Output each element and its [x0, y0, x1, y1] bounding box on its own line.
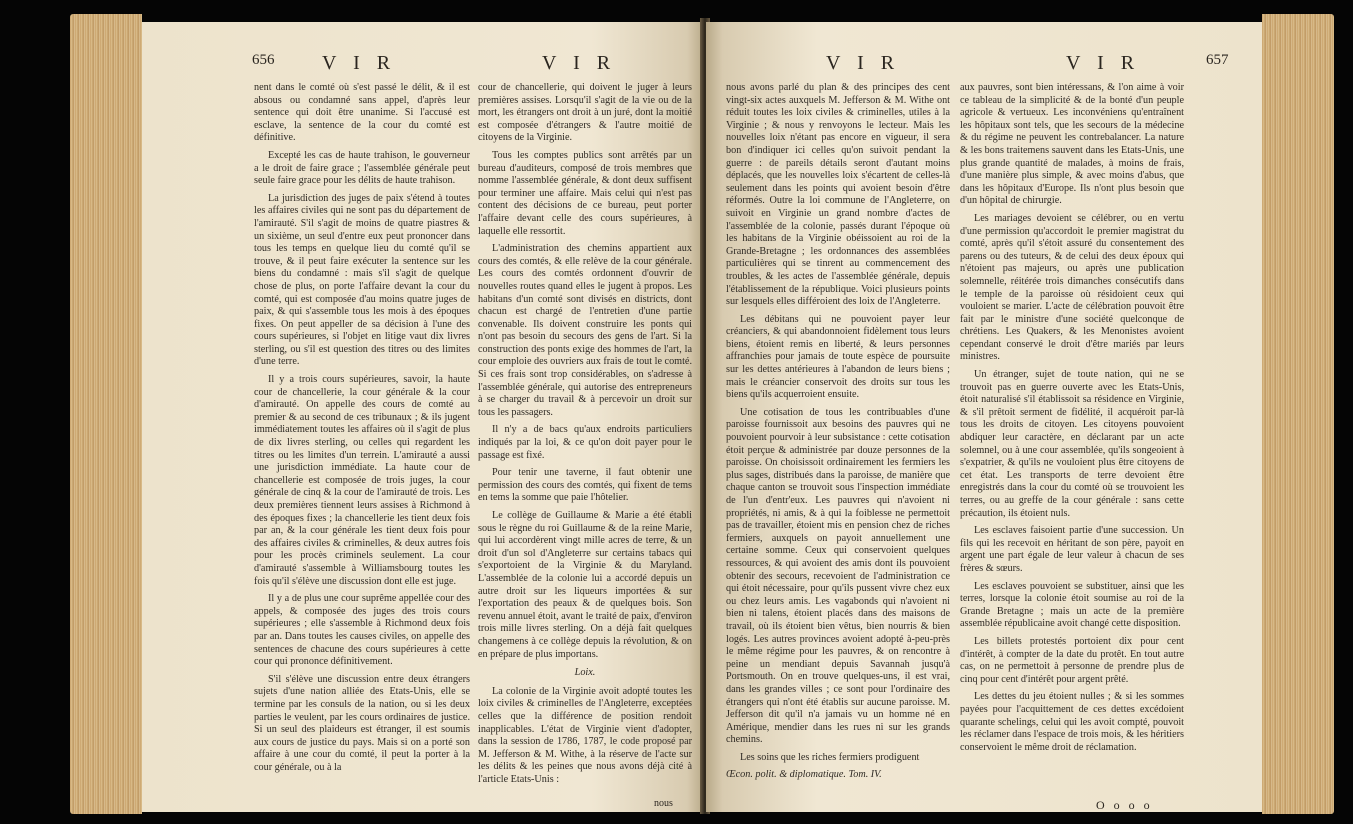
- catchword: nous: [654, 798, 673, 809]
- text-column-1: [726, 82, 950, 787]
- paragraph: Une cotisation de tous les contribuables d'une paroisse fournissoit aux besoins des pauvres qui ne pouvoient pourvoir à leur subsistance : cette cotisation étoit perçue & administrée par douze personnes de la paroisse. On choisissoit ordinairement les fermiers les plus sages, distribués dans la paroisse, de manière que chaque canton se trouvoit sous l'inspection immédiate de l'un d'entr'eux. Les pauvres qui n'avoient ni propriétés, ni amis, & à qui la foiblesse ne permettoit pas de travailler, étoient mis en pension chez de riches fermiers, auxquels on payoit annuellement une certaine somme. Ceux qui conservoient quelques ressources, & qui avoient des amis dont ils pouvoient obtenir des secours, recevoient de l'administration ce qui étoit nécessaire, pour qu'ils pussent vivre chez eux ou chez leurs amis. Les vagabonds qui n'avoient ni bien ni talens, étoient placés dans des maisons de travail, où ils étoient bien vêtus, bien nourris & bien logés. Les autres provinces avoient adopté à-peu-près le même régime pour les pauvres, & on rencontre à peine un mendiant depuis Savannah jusqu'à Portsmouth. On en trouve quelques-uns, il est vrai, dans les grandes villes ; ce sont pour l'ordinaire des étrangers qui n'ont été établis sur aucune paroisse. M. Jefferson dit qu'il n'a jamais vu un homme né en Amérique, mendier dans les rues ni sur les grands chemins.: [726, 406, 950, 746]
- paragraph: S'il s'élève une discussion entre deux étrangers sujets d'une nation alliée des Etats-Unis, elle se termine par les consuls de la nation, ou si les deux parties le veulent, par les cours ordinaires de justice. Si un seul des plaideurs est étranger, il est soumis aux cours de justice du pays. Mais si on a porté son affaire à une cour du comté, il peut la porter à la cour générale, ou à la: [254, 673, 470, 773]
- paragraph: nent dans le comté où s'est passé le délit, & il est absous ou condamné sans appel, d'après leur sentence qui doit être unanime. Si l'accusé est esclave, la sentence de la cour du comté est définitive.: [254, 82, 470, 144]
- right-page: [706, 22, 1262, 812]
- page-number: 656: [252, 52, 275, 68]
- running-head: V I R: [542, 52, 617, 74]
- text-column-1: [254, 82, 470, 779]
- left-page: [142, 22, 704, 812]
- running-head: V I R: [826, 52, 901, 74]
- running-head: V I R: [322, 52, 397, 74]
- section-heading: Loix.: [574, 667, 596, 679]
- paragraph: Les débitans qui ne pouvoient payer leur créanciers, & qui abandonnoient fidèlement tous leurs biens, étoient remis en liberté, & leurs personnes affranchies pour jamais de toute espèce de poursuite sur les dettes antérieures à l'abandon de leurs biens ; mais le créancier conservoit des droits sur tous les biens qu'ils acquerroient ensuite.: [726, 313, 950, 401]
- page-edges-left: [70, 14, 142, 814]
- paragraph: nous avons parlé du plan & des principes des cent vingt-six actes auxquels M. Jefferson & M. Withe ont réduit toutes les loix civiles & criminelles, utiles à la Virginie ; & nous y renvoyons le lecteur. Mais les nouvelles loix n'étant pas encore en vigueur, il sera bon d'indiquer ici celles qu'on suivoit pendant la guerre : de pareils détails seront d'autant moins déplacés, que les nouvelles loix s'écartent de celles-là seulement dans les points qui avoient besoin d'être réformés. Outre la loi commune de l'Angleterre, on suivoit en Virginie un grand nombre d'actes de l'assemblée de la colonie, passés durant l'époque où les habitans de la Virginie obéissoient au roi de la Grande-Bretagne ; les ordonnances des assemblées particulières qui se tinrent au commencement des troubles, & les actes de l'assemblée générale, depuis l'établissement de la république. Voici plusieurs points sur lesquels elles différoient des loix de l'Angleterre.: [726, 82, 950, 308]
- paragraph: Tous les comptes publics sont arrêtés par un bureau d'auditeurs, composé de trois membres que nomme l'assemblée générale, & dont deux suffisent pour terminer une affaire. Mais celui qui n'est pas content des décisions de ce bureau, peut porter l'affaire devant celle des cours supérieures, à laquelle elle ressortit.: [478, 149, 692, 237]
- paragraph: Les soins que les riches fermiers prodiguent: [740, 751, 920, 763]
- text-column-2: [960, 82, 1184, 759]
- paragraph: La colonie de la Virginie avoit adopté toutes les loix civiles & criminelles de l'Angleterre, exceptées celles que la différence de position rendoit inapplicables. L'état de Virginie vient d'adopter, dans la session de 1786, 1787, le code proposé par M. Jefferson & M. Withe, à la réserve de l'acte sur les délits & les peines que nous avons déjà cité à l'article Etats-Unis :: [478, 685, 692, 785]
- running-head: V I R: [1066, 52, 1141, 74]
- page-number: 657: [1206, 52, 1229, 68]
- paragraph: Pour tenir une taverne, il faut obtenir une permission des cours des comtés, qui fixent de tems en tems la somme que paie l'hôtelier.: [478, 467, 692, 504]
- paragraph: Il y a de plus une cour suprême appellée cour des appels, & composée des juges des trois cours supérieures ; elle s'assemble à Richmond deux fois par an. Dans toutes les causes civiles, on appelle des sentences de chacune des cours supérieures à cette cour qui prononce définitivement.: [254, 593, 470, 668]
- footer-line: Œcon. polit. & diplomatique. Tom. IV.: [726, 769, 882, 781]
- paragraph: Les billets protestés portoient dix pour cent d'intérêt, à compter de la date du protêt. En tout autre cas, on ne permettoit à personne de prendre plus de cinq pour cent d'intérêt pour argent prêté.: [960, 635, 1184, 685]
- paragraph: L'administration des chemins appartient aux cours des comtés, & elle relève de la cour générale. Les cours des comtés ordonnent d'ouvrir de nouvelles routes quand elles le jugent à propos. Les habitans d'un comté sont divisés en districts, dont chacun est chargé de l'entretien d'une partie convenable. Ils doivent construire les ponts qui n'ont pas besoin du secours des gens de l'art. Si la construction des ponts exige des hommes de l'art, la cour emploie des ouvriers aux frais de tout le comté. Si ces frais sont trop considérables, on s'adresse à l'assemblée générale, qui autorise des entrepreneurs à se charger du travail & à percevoir un droit sur tous les passagers.: [478, 243, 692, 418]
- paragraph: Le collège de Guillaume & Marie a été établi sous le règne du roi Guillaume & de la reine Marie, qui lui accordèrent vingt mille acres de terre, & un droit d'un sol d'Angleterre sur certains tabacs qui s'exportoient de la Virginie & du Maryland. L'assemblée de la colonie lui a accordé depuis un autre droit sur les liqueurs importées & sur l'exportation des peaux & de quelques bois. Son revenu annuel étoit, avant le traité de paix, d'environ trois mille livres sterling. On a déjà fait quelques changemens à ce collège depuis la révolution, & on en prépare de plus importans.: [478, 510, 692, 660]
- paragraph: Les esclaves pouvoient se substituer, ainsi que les terres, lorsque la colonie étoit soumise au roi de la Grande Bretagne ; mais un acte de la première assemblée républicaine avoit changé cette disposition.: [960, 580, 1184, 630]
- paragraph: Les esclaves faisoient partie d'une succession. Un fils qui les recevoit en héritant de son père, payoit en argent une part égale de leur valeur à chacun de ses frères & sœurs.: [960, 525, 1184, 574]
- page-edges-right: [1262, 14, 1334, 814]
- paragraph: aux pauvres, sont bien intéressans, & l'on aime à voir ce tableau de la simplicité & de la bonté d'un peuple agricole & vertueux. Les inconvéniens qu'entraînent les hôpitaux sont tels, que les secours de la médecine & du régime ne peuvent les contrebalancer. La nature & les bons traitemens sauvent dans les Etats-Unis, une plus grande quantité de malades, à moins de frais, d'une manière plus simple, & avec moins d'abus, que dans les hôpitaux d'Europe. Ils n'ont plus besoin que d'un hôpital de chirurgie.: [960, 82, 1184, 207]
- paragraph: Les mariages devoient se célébrer, ou en vertu d'une permission qu'accordoit le premier magistrat du comté, après qu'il s'étoit assuré du consentement des parens ou des tuteurs, & de celui des deux époux qui n'étoient pas majeurs, ou après une publication solemnelle, réitérée trois dimanches consécutifs dans le temple de la paroisse où résidoient ceux qui vouloient se marier. L'acte de célébration pouvoit être fait par le ministre d'une société quelconque de chrétiens. Les Quakers, & les Menonistes avoient cependant conservé le droit d'être mariés par leurs ministres.: [960, 212, 1184, 363]
- paragraph: La jurisdiction des juges de paix s'étend à toutes les affaires civiles qui ne sont pas du département de l'amirauté. S'il s'agit de moins de quatre piastres & un sixième, un seul d'entre eux peut prononcer dans tous les temps en quelque lieu du comté qu'il se trouve, & il peut faire exécuter la sentence sur les biens du condamné : mais s'il s'agit de quelque chose de plus, on porte l'affaire devant la cour du comté, qui est composée d'au moins quatre juges de paix, & qui s'assemble tous les mois à des époques fixes. On peut appeller de sa décision à l'une des cours supérieures, si l'objet en litige vaut dix livres sterling, ou s'il est question des titres ou des limites d'une terre.: [254, 192, 470, 368]
- signature-mark: O o o o: [1096, 798, 1153, 812]
- paragraph: cour de chancellerie, qui doivent le juger à leurs premières assises. Lorsqu'il s'agit de la vie ou de la mort, les étrangers ont droit à un juré, dont la moitié est composée d'étrangers & l'autre moitié de citoyens de la Virginie.: [478, 82, 692, 144]
- paragraph: Un étranger, sujet de toute nation, qui ne se trouvoit pas en guerre ouverte avec les Etats-Unis, étoit naturalisé s'il établissoit sa résidence en Virginie, & s'il prêtoit serment de fidélité, il acquéroit par-là tous les droits de citoyen. Les citoyens pouvoient abdiquer leur caractère, en déclarant par un acte solemnel, ou à une cour assemblée, qu'ils songeoient à s'expatrier, & qu'ils ne vouloient plus être citoyens de cet état. Les transports de terre devoient être enregistrés dans la cour du comté où se trouvoient les terres, ou au greffe de la cour générale : sans cette précaution, ils étoient nuls.: [960, 369, 1184, 519]
- paragraph: Excepté les cas de haute trahison, le gouverneur a le droit de faire grace ; l'assemblée générale peut seule faire grace pour les délits de haute trahison.: [254, 149, 470, 187]
- paragraph: Les dettes du jeu étoient nulles ; & si les sommes payées pour l'acquittement de ces dettes excédoient quarante schelings, celui qui les avoit compté, pouvoit les réclamer dans l'espace de trois mois, & les héritiers conservoient le même droit de réclamation.: [960, 691, 1184, 753]
- paragraph: Il y a trois cours supérieures, savoir, la haute cour de chancellerie, la cour générale & la cour d'amirauté. On appelle des cours de comté au premier & au second de ces tribunaux ; & ils jugent immédiatement toutes les affaires où il s'agit de plus de dix livres sterling, ou celles qui regardent les titres ou les limites d'un terrein. L'amirauté a aussi une jurisdiction immédiate. La haute cour de chancellerie est composée de trois juges, la cour générale de cinq & la cour de l'amirauté de trois. Les deux premières tiennent leurs assises à Richmond à des époques fixes ; la chancellerie les tient deux fois par an, & la cour générale les tient deux fois pour des affaires civiles & criminelles, & deux autres fois pour les procès criminels seulement. La cour d'amirauté s'assemble à Williamsbourg toutes les fois qu'il s'élève une discussion dont elle est juge.: [254, 374, 470, 587]
- text-column-2: [478, 82, 692, 791]
- paragraph: Il n'y a de bacs qu'aux endroits particuliers indiqués par la loi, & ce qu'on doit payer pour le passage est fixé.: [478, 424, 692, 461]
